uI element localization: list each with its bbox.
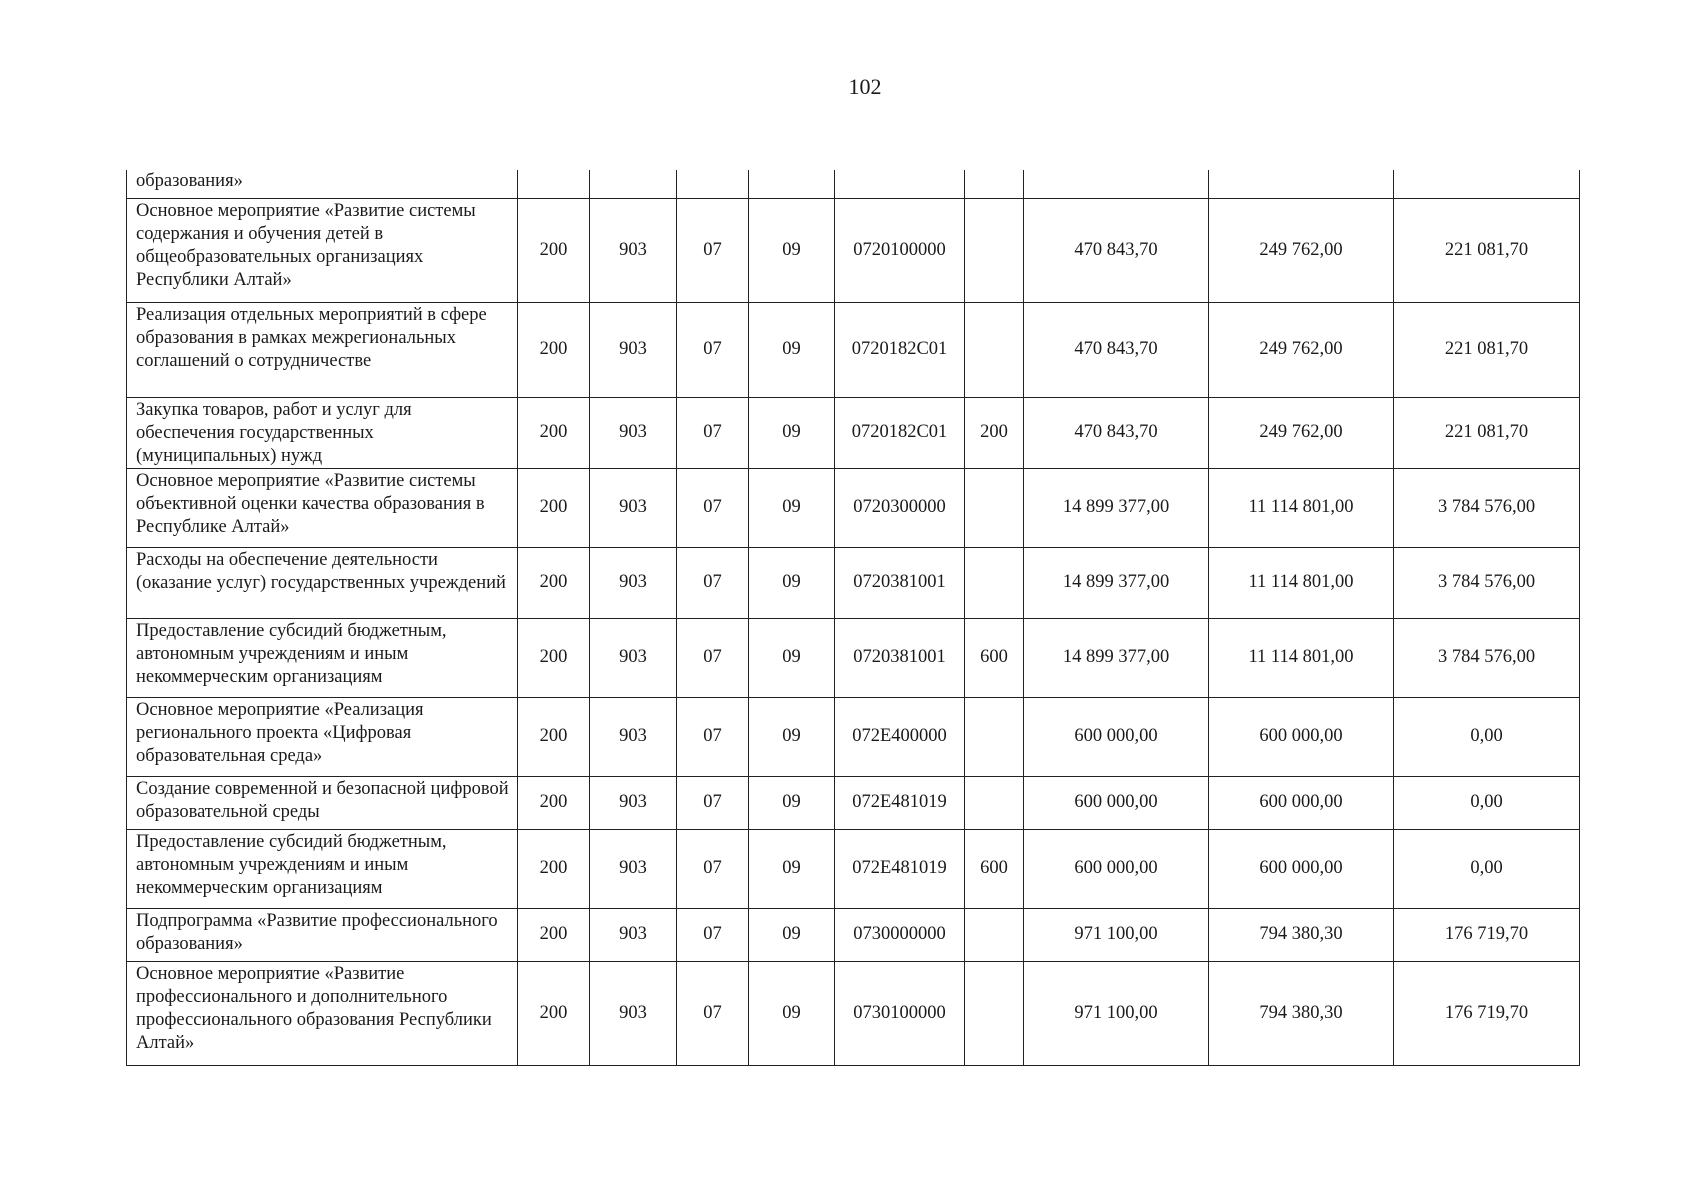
- cell-target-article: 0720100000: [835, 198, 965, 302]
- cell-expense-type: [965, 198, 1024, 302]
- table-row: [127, 961, 1580, 1065]
- row-description: Основное мероприятие «Развитие профессионального и дополнительного профессионального образования Республики Алтай»: [127, 961, 518, 1065]
- cell-expense-type: [965, 547, 1024, 618]
- cell-target-article: 0730000000: [835, 908, 965, 961]
- table-row: [127, 397, 1580, 468]
- cell-target-article: 0720300000: [835, 468, 965, 547]
- cell-sum2: 11 114 801,00: [1209, 618, 1394, 697]
- cell-expense-type: [965, 908, 1024, 961]
- cell-code1: 200: [518, 697, 590, 776]
- cell-subsection: 09: [749, 908, 835, 961]
- cell-sum3: 3 784 576,00: [1394, 618, 1580, 697]
- cell-section: 07: [677, 547, 749, 618]
- cell-sum2: 249 762,00: [1209, 302, 1394, 397]
- cell-expense-type: [965, 776, 1024, 829]
- cell-subsection: 09: [749, 961, 835, 1065]
- cell-code2: 903: [590, 618, 677, 697]
- cell-sum2: 249 762,00: [1209, 397, 1394, 468]
- cell-target-article: 0720182С01: [835, 302, 965, 397]
- row-description: Основное мероприятие «Реализация регионального проекта «Цифровая образовательная среда»: [127, 697, 518, 776]
- cell-sum1: 470 843,70: [1024, 397, 1209, 468]
- cell-subsection: 09: [749, 697, 835, 776]
- cell-empty: [1024, 170, 1209, 198]
- cell-code2: 903: [590, 397, 677, 468]
- cell-expense-type: 600: [965, 829, 1024, 908]
- cell-section: 07: [677, 776, 749, 829]
- cell-code2: 903: [590, 697, 677, 776]
- cell-subsection: 09: [749, 468, 835, 547]
- row-description: Расходы на обеспечение деятельности (оказание услуг) государственных учреждений: [127, 547, 518, 618]
- cell-code2: 903: [590, 829, 677, 908]
- cell-target-article: 072Е400000: [835, 697, 965, 776]
- cell-sum3: 0,00: [1394, 697, 1580, 776]
- cell-sum3: 176 719,70: [1394, 961, 1580, 1065]
- cell-expense-type: [965, 302, 1024, 397]
- cell-sum1: 14 899 377,00: [1024, 547, 1209, 618]
- row-description: Основное мероприятие «Развитие системы объективной оценки качества образования в Республике Алтай»: [127, 468, 518, 547]
- cell-empty: [749, 170, 835, 198]
- cell-subsection: 09: [749, 302, 835, 397]
- cell-code1: 200: [518, 302, 590, 397]
- cell-empty: [965, 170, 1024, 198]
- cell-sum1: 14 899 377,00: [1024, 468, 1209, 547]
- row-description: Создание современной и безопасной цифровой образовательной среды: [127, 776, 518, 829]
- table-row: [127, 198, 1580, 302]
- cell-code2: 903: [590, 468, 677, 547]
- table-row: [127, 697, 1580, 776]
- table-row: [127, 829, 1580, 908]
- cell-target-article: 0720381001: [835, 547, 965, 618]
- cell-sum1: 600 000,00: [1024, 829, 1209, 908]
- row-description: образования»: [127, 170, 518, 198]
- cell-code1: 200: [518, 198, 590, 302]
- cell-code1: 200: [518, 776, 590, 829]
- cell-sum2: 11 114 801,00: [1209, 468, 1394, 547]
- cell-code2: 903: [590, 302, 677, 397]
- cell-section: 07: [677, 908, 749, 961]
- cell-expense-type: 600: [965, 618, 1024, 697]
- cell-sum3: 3 784 576,00: [1394, 547, 1580, 618]
- cell-sum1: 600 000,00: [1024, 776, 1209, 829]
- row-description: Основное мероприятие «Развитие системы содержания и обучения детей в общеобразовательных организациях Республики Алтай»: [127, 198, 518, 302]
- cell-sum1: 971 100,00: [1024, 961, 1209, 1065]
- cell-code1: 200: [518, 618, 590, 697]
- cell-subsection: 09: [749, 397, 835, 468]
- row-description: Подпрограмма «Развитие профессионального образования»: [127, 908, 518, 961]
- cell-code2: 903: [590, 198, 677, 302]
- cell-sum2: 600 000,00: [1209, 697, 1394, 776]
- cell-sum2: 600 000,00: [1209, 829, 1394, 908]
- cell-expense-type: [965, 961, 1024, 1065]
- cell-sum2: 600 000,00: [1209, 776, 1394, 829]
- page-number: 102: [848, 74, 882, 99]
- cell-sum3: 3 784 576,00: [1394, 468, 1580, 547]
- cell-code1: 200: [518, 829, 590, 908]
- cell-section: 07: [677, 961, 749, 1065]
- cell-code1: 200: [518, 397, 590, 468]
- cell-subsection: 09: [749, 618, 835, 697]
- cell-section: 07: [677, 697, 749, 776]
- cell-code2: 903: [590, 776, 677, 829]
- cell-section: 07: [677, 198, 749, 302]
- cell-empty: [1394, 170, 1580, 198]
- continued-row: [127, 170, 1580, 198]
- cell-target-article: 0730100000: [835, 961, 965, 1065]
- cell-empty: [518, 170, 590, 198]
- budget-table: [126, 170, 1580, 1066]
- cell-empty: [677, 170, 749, 198]
- cell-empty: [590, 170, 677, 198]
- cell-sum1: 14 899 377,00: [1024, 618, 1209, 697]
- cell-sum3: 221 081,70: [1394, 302, 1580, 397]
- cell-code2: 903: [590, 908, 677, 961]
- cell-code1: 200: [518, 468, 590, 547]
- cell-sum3: 0,00: [1394, 776, 1580, 829]
- cell-sum2: 794 380,30: [1209, 908, 1394, 961]
- row-description: Предоставление субсидий бюджетным, автономным учреждениям и иным некоммерческим организациям: [127, 829, 518, 908]
- cell-subsection: 09: [749, 547, 835, 618]
- cell-empty: [1209, 170, 1394, 198]
- cell-sum3: 221 081,70: [1394, 198, 1580, 302]
- cell-code1: 200: [518, 908, 590, 961]
- cell-sum1: 600 000,00: [1024, 697, 1209, 776]
- cell-target-article: 072Е481019: [835, 776, 965, 829]
- cell-empty: [835, 170, 965, 198]
- cell-sum2: 249 762,00: [1209, 198, 1394, 302]
- table-row: [127, 468, 1580, 547]
- cell-section: 07: [677, 618, 749, 697]
- row-description: Предоставление субсидий бюджетным, автономным учреждениям и иным некоммерческим организациям: [127, 618, 518, 697]
- cell-target-article: 0720182С01: [835, 397, 965, 468]
- cell-sum3: 0,00: [1394, 829, 1580, 908]
- table-row: [127, 547, 1580, 618]
- cell-sum1: 971 100,00: [1024, 908, 1209, 961]
- cell-sum3: 221 081,70: [1394, 397, 1580, 468]
- table-row: [127, 618, 1580, 697]
- cell-code1: 200: [518, 547, 590, 618]
- cell-sum1: 470 843,70: [1024, 198, 1209, 302]
- cell-expense-type: [965, 697, 1024, 776]
- cell-section: 07: [677, 829, 749, 908]
- row-description: Реализация отдельных мероприятий в сфере образования в рамках межрегиональных соглашений о сотрудничестве: [127, 302, 518, 397]
- cell-subsection: 09: [749, 198, 835, 302]
- cell-expense-type: 200: [965, 397, 1024, 468]
- cell-sum2: 794 380,30: [1209, 961, 1394, 1065]
- cell-code1: 200: [518, 961, 590, 1065]
- table-row: [127, 302, 1580, 397]
- cell-expense-type: [965, 468, 1024, 547]
- cell-section: 07: [677, 302, 749, 397]
- cell-sum2: 11 114 801,00: [1209, 547, 1394, 618]
- cell-section: 07: [677, 468, 749, 547]
- cell-target-article: 072Е481019: [835, 829, 965, 908]
- cell-sum1: 470 843,70: [1024, 302, 1209, 397]
- cell-sum3: 176 719,70: [1394, 908, 1580, 961]
- cell-code2: 903: [590, 547, 677, 618]
- row-description: Закупка товаров, работ и услуг для обеспечения государственных (муниципальных) нужд: [127, 397, 518, 468]
- cell-target-article: 0720381001: [835, 618, 965, 697]
- cell-section: 07: [677, 397, 749, 468]
- table-row: [127, 908, 1580, 961]
- cell-subsection: 09: [749, 776, 835, 829]
- cell-code2: 903: [590, 961, 677, 1065]
- cell-subsection: 09: [749, 829, 835, 908]
- table-row: [127, 776, 1580, 829]
